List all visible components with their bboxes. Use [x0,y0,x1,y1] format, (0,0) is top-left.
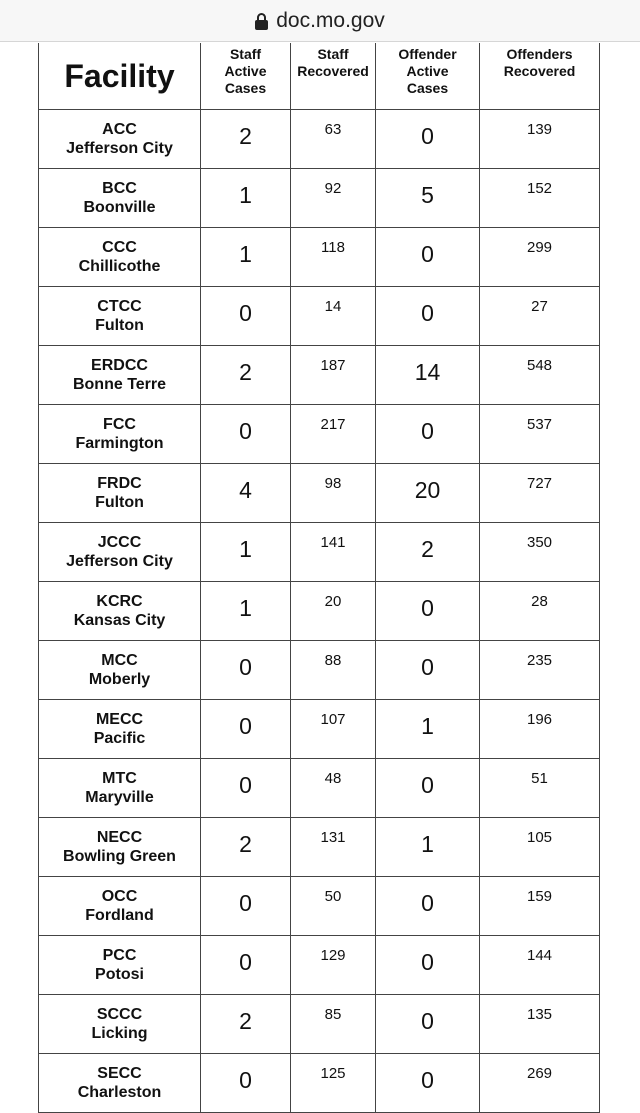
staff-recovered-cell: 118 [291,227,376,286]
facility-cell [39,286,201,345]
facility-code: CTCC [97,297,142,315]
staff-recovered-cell: 98 [291,463,376,522]
facility-cell [39,168,201,227]
offender-active-cell: 0 [376,227,480,286]
header-facility: Facility [39,43,201,109]
facility-code: NECC [96,828,143,846]
offender-active-cell: 0 [376,286,480,345]
facility-code: JCCC [97,533,142,551]
table-row [39,876,600,935]
staff-active-cell: 0 [201,404,291,463]
facility-cell [39,227,201,286]
offenders-recovered-cell: 269 [480,1053,600,1112]
table-row [39,994,600,1053]
facility-city: Pacific [93,729,146,747]
staff-active-cell: 0 [201,1053,291,1112]
offenders-recovered-cell: 196 [480,699,600,758]
offender-active-cell: 0 [376,876,480,935]
table-row [39,109,600,168]
staff-active-cell: 2 [201,994,291,1053]
offender-active-cell: 1 [376,817,480,876]
header-staff-recovered [291,43,376,109]
offenders-recovered-cell: 235 [480,640,600,699]
facility-cell [39,817,201,876]
facility-cell [39,758,201,817]
staff-active-cell: 0 [201,935,291,994]
facility-cell [39,109,201,168]
table-row [39,168,600,227]
facility-code: OCC [101,887,138,905]
facility-code: MTC [102,769,137,787]
offenders-recovered-cell: 350 [480,522,600,581]
staff-recovered-cell: 63 [291,109,376,168]
table-row [39,522,600,581]
table-row [39,404,600,463]
staff-active-cell: 1 [201,168,291,227]
facility-code: MCC [101,651,138,669]
facility-city: Farmington [75,434,164,452]
offender-active-cell: 0 [376,109,480,168]
staff-recovered-cell: 92 [291,168,376,227]
staff-active-cell: 0 [201,876,291,935]
staff-recovered-cell: 107 [291,699,376,758]
offender-active-cell: 5 [376,168,480,227]
facility-cases-table [38,43,600,1113]
offender-active-cell: 20 [376,463,480,522]
staff-recovered-cell: 85 [291,994,376,1053]
facility-city: Chillicothe [78,257,161,275]
table-row [39,699,600,758]
staff-active-cell: 2 [201,817,291,876]
facility-code: PCC [102,946,137,964]
offenders-recovered-cell: 548 [480,345,600,404]
offenders-recovered-cell: 144 [480,935,600,994]
header-offenders-recovered [480,43,600,109]
facility-city: Licking [91,1024,148,1042]
header-line: Active [406,63,449,79]
header-line: Offender [398,46,457,62]
offenders-recovered-cell: 28 [480,581,600,640]
header-line: Offenders [506,46,573,62]
offenders-recovered-cell: 727 [480,463,600,522]
facility-cell [39,463,201,522]
facility-code: ACC [102,120,137,138]
offenders-recovered-cell: 139 [480,109,600,168]
staff-active-cell: 2 [201,345,291,404]
offenders-recovered-cell: 152 [480,168,600,227]
staff-active-cell: 0 [201,286,291,345]
header-staff-active [201,43,291,109]
staff-active-cell: 1 [201,227,291,286]
facility-code: ERDCC [91,356,148,374]
table-row [39,227,600,286]
facility-city: Fordland [85,906,154,924]
offender-active-cell: 0 [376,1053,480,1112]
facility-city: Fulton [95,493,144,511]
table-row [39,286,600,345]
header-offender-active [376,43,480,109]
table-row [39,1053,600,1112]
offenders-recovered-cell: 299 [480,227,600,286]
offenders-recovered-cell: 537 [480,404,600,463]
facility-cell [39,640,201,699]
facility-code: FCC [103,415,136,433]
table-header-row [39,43,600,109]
header-line: Recovered [503,63,576,79]
table-row [39,935,600,994]
staff-active-cell: 0 [201,758,291,817]
facility-city: Potosi [95,965,144,983]
facility-cell [39,994,201,1053]
facility-code: MECC [95,710,144,728]
facility-cell [39,522,201,581]
facility-cell [39,876,201,935]
staff-active-cell: 1 [201,522,291,581]
staff-active-cell: 4 [201,463,291,522]
facility-code: CCC [102,238,137,256]
facility-cell [39,935,201,994]
facility-city: Bonne Terre [72,375,167,393]
table-row [39,758,600,817]
staff-recovered-cell: 187 [291,345,376,404]
header-line: Staff [317,46,349,62]
header-line: Cases [406,80,449,96]
staff-recovered-cell: 20 [291,581,376,640]
header-line: Cases [224,80,267,96]
facility-city: Maryville [85,788,154,806]
facility-city: Jefferson City [66,139,173,157]
facility-cell [39,404,201,463]
table-row [39,817,600,876]
staff-recovered-cell: 217 [291,404,376,463]
staff-recovered-cell: 48 [291,758,376,817]
offender-active-cell: 14 [376,345,480,404]
facility-city: Moberly [88,670,151,688]
offenders-recovered-cell: 159 [480,876,600,935]
table-row [39,640,600,699]
staff-active-cell: 0 [201,640,291,699]
facility-code: KCRC [96,592,143,610]
offender-active-cell: 1 [376,699,480,758]
staff-active-cell: 0 [201,699,291,758]
offender-active-cell: 0 [376,758,480,817]
facility-code: BCC [102,179,137,197]
staff-recovered-cell: 88 [291,640,376,699]
facility-cell [39,581,201,640]
offenders-recovered-cell: 105 [480,817,600,876]
offenders-recovered-cell: 27 [480,286,600,345]
offenders-recovered-cell: 51 [480,758,600,817]
header-line: Recovered [297,63,369,79]
facility-code: SECC [97,1064,142,1082]
facility-table-container [38,43,599,1113]
staff-recovered-cell: 141 [291,522,376,581]
offender-active-cell: 2 [376,522,480,581]
staff-recovered-cell: 14 [291,286,376,345]
table-row [39,345,600,404]
offender-active-cell: 0 [376,994,480,1053]
staff-recovered-cell: 129 [291,935,376,994]
facility-code: SCCC [96,1005,143,1023]
staff-recovered-cell: 125 [291,1053,376,1112]
offender-active-cell: 0 [376,404,480,463]
facility-cell [39,1053,201,1112]
lock-icon [255,13,268,30]
staff-active-cell: 2 [201,109,291,168]
staff-recovered-cell: 50 [291,876,376,935]
table-row [39,581,600,640]
facility-city: Kansas City [73,611,166,629]
header-line: Active [224,63,267,79]
offender-active-cell: 0 [376,935,480,994]
staff-recovered-cell: 131 [291,817,376,876]
facility-city: Bowling Green [63,847,176,865]
facility-city: Fulton [95,316,144,334]
facility-city: Charleston [77,1083,162,1101]
staff-active-cell: 1 [201,581,291,640]
table-row [39,463,600,522]
facility-city: Jefferson City [66,552,173,570]
header-line: Staff [229,46,262,62]
address-bar[interactable] [0,0,640,42]
facility-cell [39,699,201,758]
offender-active-cell: 0 [376,640,480,699]
offenders-recovered-cell: 135 [480,994,600,1053]
offender-active-cell: 0 [376,581,480,640]
facility-code: FRDC [97,474,142,492]
url-text: doc.mo.gov [276,8,385,32]
facility-city: Boonville [83,198,156,216]
facility-cell [39,345,201,404]
